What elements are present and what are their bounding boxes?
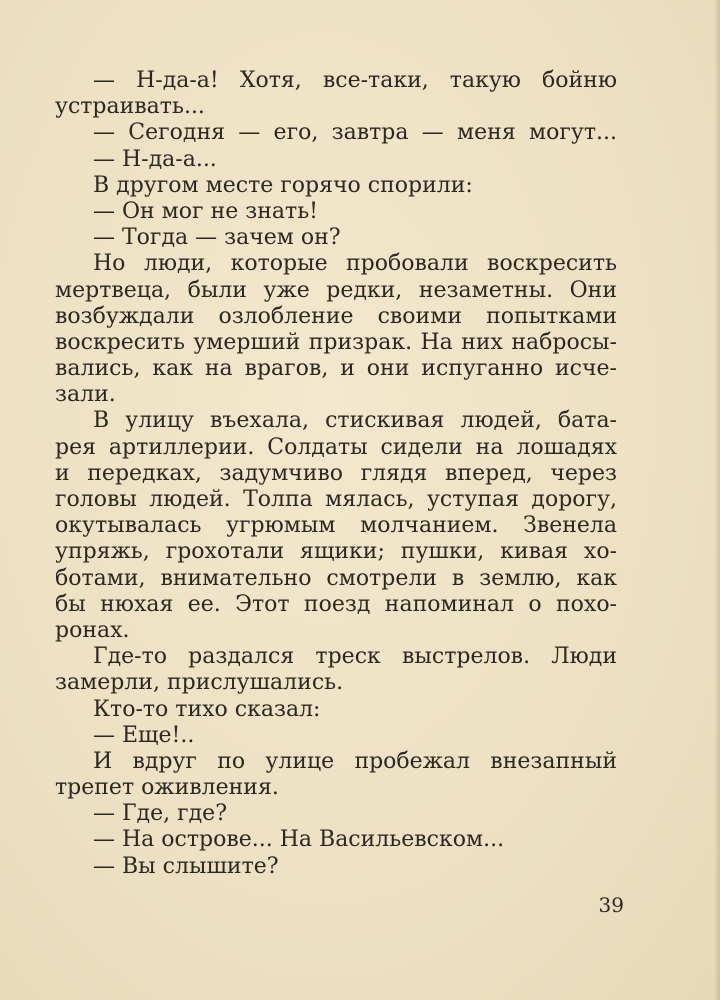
text-line: возбуждали озлобление своими попытками bbox=[55, 303, 617, 329]
text-line: — Сегодня — его, завтра — меня могут... bbox=[93, 120, 617, 146]
text-line: и передках, задумчиво глядя вперед, через bbox=[55, 460, 617, 486]
text-line: головы людей. Толпа мялась, уступая дорогу, bbox=[55, 487, 617, 512]
page-number: 39 bbox=[598, 893, 624, 917]
text-line: окутывалась угрюмым молчанием. Звенела bbox=[55, 513, 617, 539]
text-line: Где-то раздался треск выстрелов. Люди bbox=[93, 644, 617, 670]
text-line: — Где, где? bbox=[93, 801, 227, 827]
text-line: Кто-то тихо сказал: bbox=[93, 696, 321, 722]
text-line: В улицу въехала, стискивая людей, бата- bbox=[93, 408, 617, 434]
page-edge-shadow bbox=[714, 0, 720, 1000]
text-line: рея артиллерии. Солдаты сидели на лошадях bbox=[55, 434, 617, 460]
text-line: трепет оживления. bbox=[55, 775, 279, 801]
text-line: — Он мог не знать! bbox=[93, 198, 319, 224]
text-line: воскресить умерший призрак. На них набросы- bbox=[55, 329, 617, 355]
text-line: бы нюхая ее. Этот поезд напоминал о похо- bbox=[55, 591, 617, 617]
text-line: В другом месте горячо спорили: bbox=[93, 172, 473, 198]
text-line: устраивать... bbox=[55, 94, 205, 120]
text-line: ботами, внимательно смотрели в землю, как bbox=[55, 565, 617, 591]
text-line: ронах. bbox=[55, 617, 130, 643]
text-line: — Н-да-а... bbox=[93, 146, 217, 172]
text-line: Но люди, которые пробовали воскресить bbox=[93, 251, 617, 277]
text-line: — Н-да-а! Хотя, все-таки, такую бойню bbox=[93, 68, 617, 93]
text-line: замерли, прислушались. bbox=[55, 670, 344, 696]
text-line: мертвеца, были уже редки, незаметны. Они bbox=[55, 277, 617, 303]
text-line: вались, как на врагов, и они испуганно исче- bbox=[55, 356, 617, 382]
text-line: упряжь, грохотали ящики; пушки, кивая хо- bbox=[55, 539, 617, 565]
text-line: И вдруг по улице пробежал внезапный bbox=[93, 748, 617, 774]
text-line: — На острове... На Васильевском... bbox=[93, 827, 505, 853]
text-line: — Еще!.. bbox=[93, 722, 195, 748]
text-line: — Тогда — зачем он? bbox=[93, 225, 341, 251]
text-line: — Вы слышите? bbox=[93, 853, 279, 879]
text-line: зали. bbox=[55, 382, 116, 408]
body-text bbox=[55, 68, 617, 880]
